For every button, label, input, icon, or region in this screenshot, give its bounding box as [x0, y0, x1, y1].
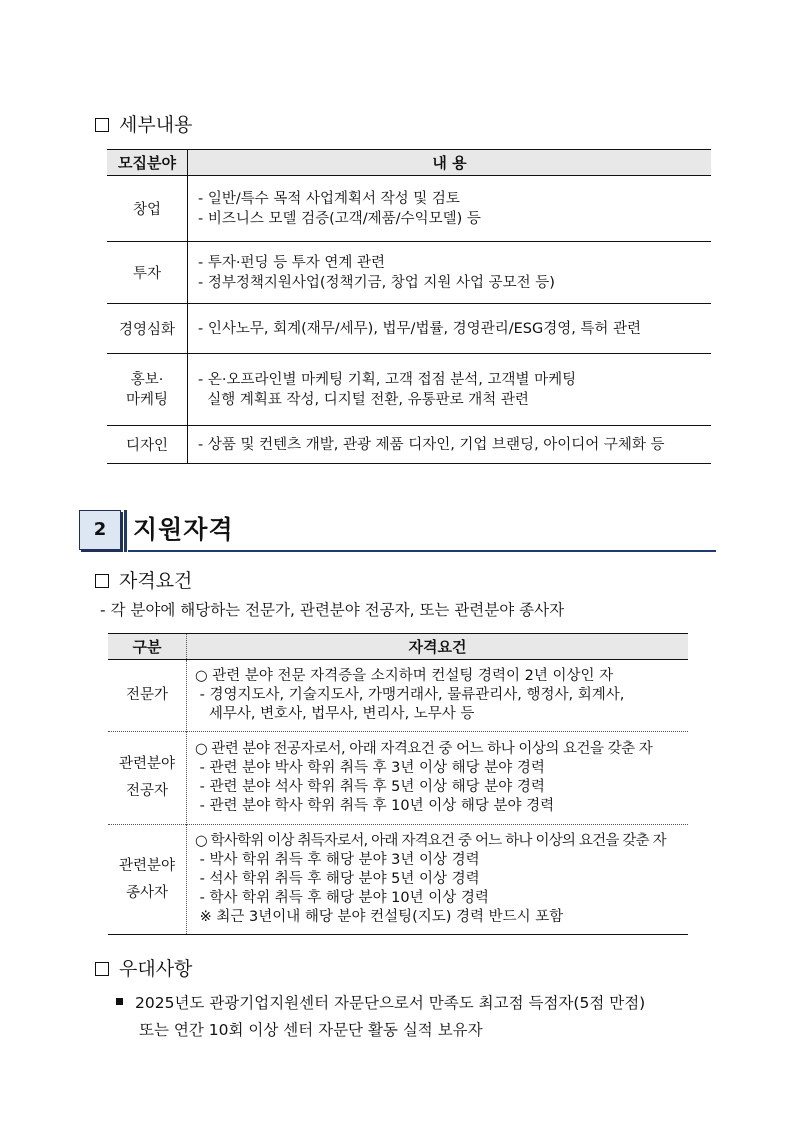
row-content: ○ 학사학위 이상 취득자로서, 아래 자격요건 중 어느 하나 이상의 요건을 갖춘 자 - 박사 학위 취득 후 해당 분야 3년 이상 경력 - 석사 학위 취득 후 해당 분야 5년 이상 경력 - 학사 학위 취득 후 해당 분야 10년 이상 경력 ※ 최근 3년이내 해당 분야 컨설팅(지도) 경력 반드시 포함 [187, 825, 689, 935]
row-field: 디자인 [107, 426, 188, 464]
title-underline [128, 550, 716, 552]
row-field: 경영심화 [107, 304, 188, 354]
section-title: 지원자격 [133, 515, 234, 544]
table-row [107, 354, 711, 426]
row-field: 관련분야 전공자 [108, 732, 187, 825]
table-row [107, 426, 711, 464]
checkbox-square-icon [95, 962, 109, 976]
row-content: - 인사노무, 회계(재무/세무), 법무/법률, 경영관리/ESG경영, 특허 관련 [188, 304, 712, 354]
title-bar-divider [124, 510, 127, 552]
section-heading-qualification: 자격요건 [95, 566, 192, 593]
table-row [108, 660, 688, 732]
table-row [107, 242, 711, 304]
table-header-content: 내 용 [188, 150, 712, 176]
row-content: ○ 관련 분야 전문 자격증을 소지하며 컨설팅 경력이 2년 이상인 자 - 경영지도사, 기술지도사, 가맹거래사, 물류관리사, 행정사, 회계사, 세무사, 변호사, 법무사, 변리사, 노무사 등 [195, 668, 625, 722]
table-row [107, 304, 711, 354]
row-content: - 일반/특수 목적 사업계획서 작성 및 검토 - 비즈니스 모델 검증(고객/제품/수익모델) 등 [198, 190, 481, 227]
row-field: 관련분야 종사자 [108, 825, 187, 935]
qualification-table [108, 633, 688, 935]
section-heading-detail: 세부내용 [95, 110, 192, 137]
qualification-intro: - 각 분야에 해당하는 전문가, 관련분야 전공자, 또는 관련분야 종사자 [100, 601, 565, 619]
row-content: - 투자·펀딩 등 투자 연계 관련 - 정부정책지원사업(정책기금, 창업 지원 사업 공모전 등) [188, 242, 712, 304]
row-content: - 상품 및 컨텐츠 개발, 관광 제품 디자인, 기업 브랜딩, 아이디어 구체화 등 [188, 426, 712, 464]
row-content: - 온·오프라인별 마케팅 기획, 고객 접점 분석, 고객별 마케팅 실행 계획표 작성, 디지털 전환, 유통판로 개척 관련 [188, 354, 712, 426]
table-row [108, 732, 688, 825]
checkbox-square-icon [95, 574, 109, 588]
preference-item: 2025년도 관광기업지원센터 자문단으로서 만족도 최고점 득점자(5점 만점) 또는 연간 10회 이상 센터 자문단 활동 실적 보유자 [116, 990, 645, 1044]
section-heading-preference: 우대사항 [95, 954, 192, 981]
row-field: 투자 [107, 242, 188, 304]
table-header-field: 모집분야 [107, 150, 188, 176]
row-field: 홍보· 마케팅 [107, 354, 188, 426]
row-field: 전문가 [108, 660, 187, 732]
table-header-requirements: 자격요건 [187, 634, 689, 660]
section-number-badge: 2 [79, 510, 121, 550]
row-content: ○ 관련 분야 전공자로서, 아래 자격요건 중 어느 하나 이상의 요건을 갖춘 자 - 관련 분야 박사 학위 취득 후 3년 이상 해당 분야 경력 - 관련 분야 석사 학위 취득 후 5년 이상 해당 분야 경력 - 관련 분야 학사 학위 취득 후 10년 이상 해당 분야 경력 [187, 732, 689, 825]
table-row [108, 825, 688, 935]
table-row [107, 176, 711, 242]
detail-table [107, 149, 711, 464]
checkbox-square-icon [95, 118, 109, 132]
square-bullet-icon [116, 998, 123, 1005]
row-field: 창업 [107, 176, 188, 242]
table-header-category: 구분 [108, 634, 187, 660]
